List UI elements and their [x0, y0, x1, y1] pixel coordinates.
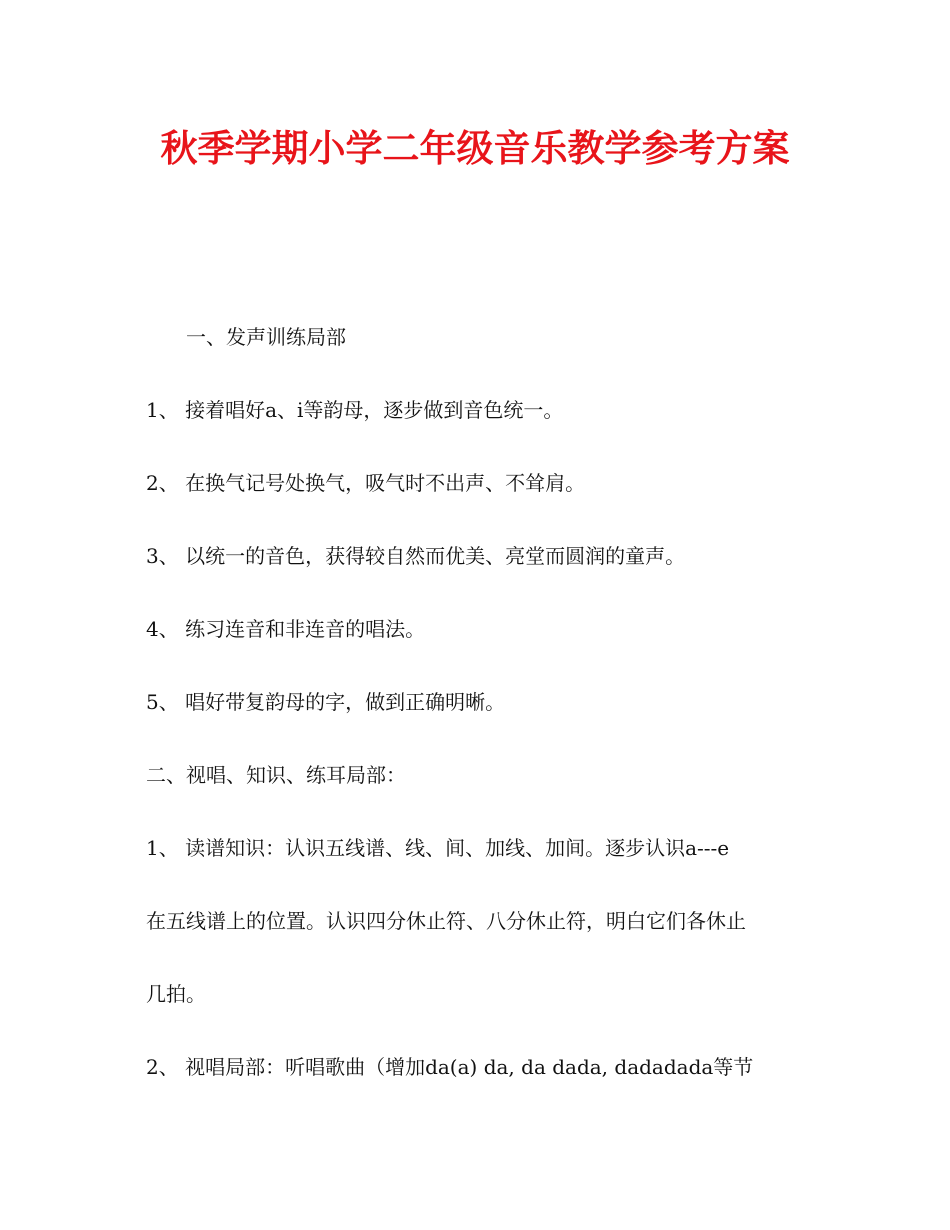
- paragraph-line: 在五线谱上的位置。认识四分休止符、八分休止符，明白它们各休止: [146, 909, 746, 933]
- paragraph-line: 1、 接着唱好a、i等韵母，逐步做到音色统一。: [146, 398, 564, 422]
- paragraph-line: 3、 以统一的音色，获得较自然而优美、亮堂而圆润的童声。: [146, 544, 686, 568]
- paragraph-line: 2、 在换气记号处换气，吸气时不出声、不耸肩。: [146, 471, 586, 495]
- paragraph-line: 5、 唱好带复韵母的字，做到正确明晰。: [146, 690, 506, 714]
- section-heading-sight-singing: 二、视唱、知识、练耳局部：: [146, 763, 406, 787]
- section-heading-vocal-training: 一、发声训练局部: [186, 325, 346, 349]
- document-title: 秋季学期小学二年级音乐教学参考方案: [160, 127, 790, 170]
- paragraph-line: 4、 练习连音和非连音的唱法。: [146, 617, 426, 641]
- paragraph-line: 2、 视唱局部：听唱歌曲（增加da(a) da, da dada, dadadada等节: [146, 1055, 754, 1079]
- paragraph-line: 1、 读谱知识：认识五线谱、线、间、加线、加间。逐步认识a---e: [146, 836, 730, 860]
- paragraph-line: 几拍。: [146, 982, 206, 1006]
